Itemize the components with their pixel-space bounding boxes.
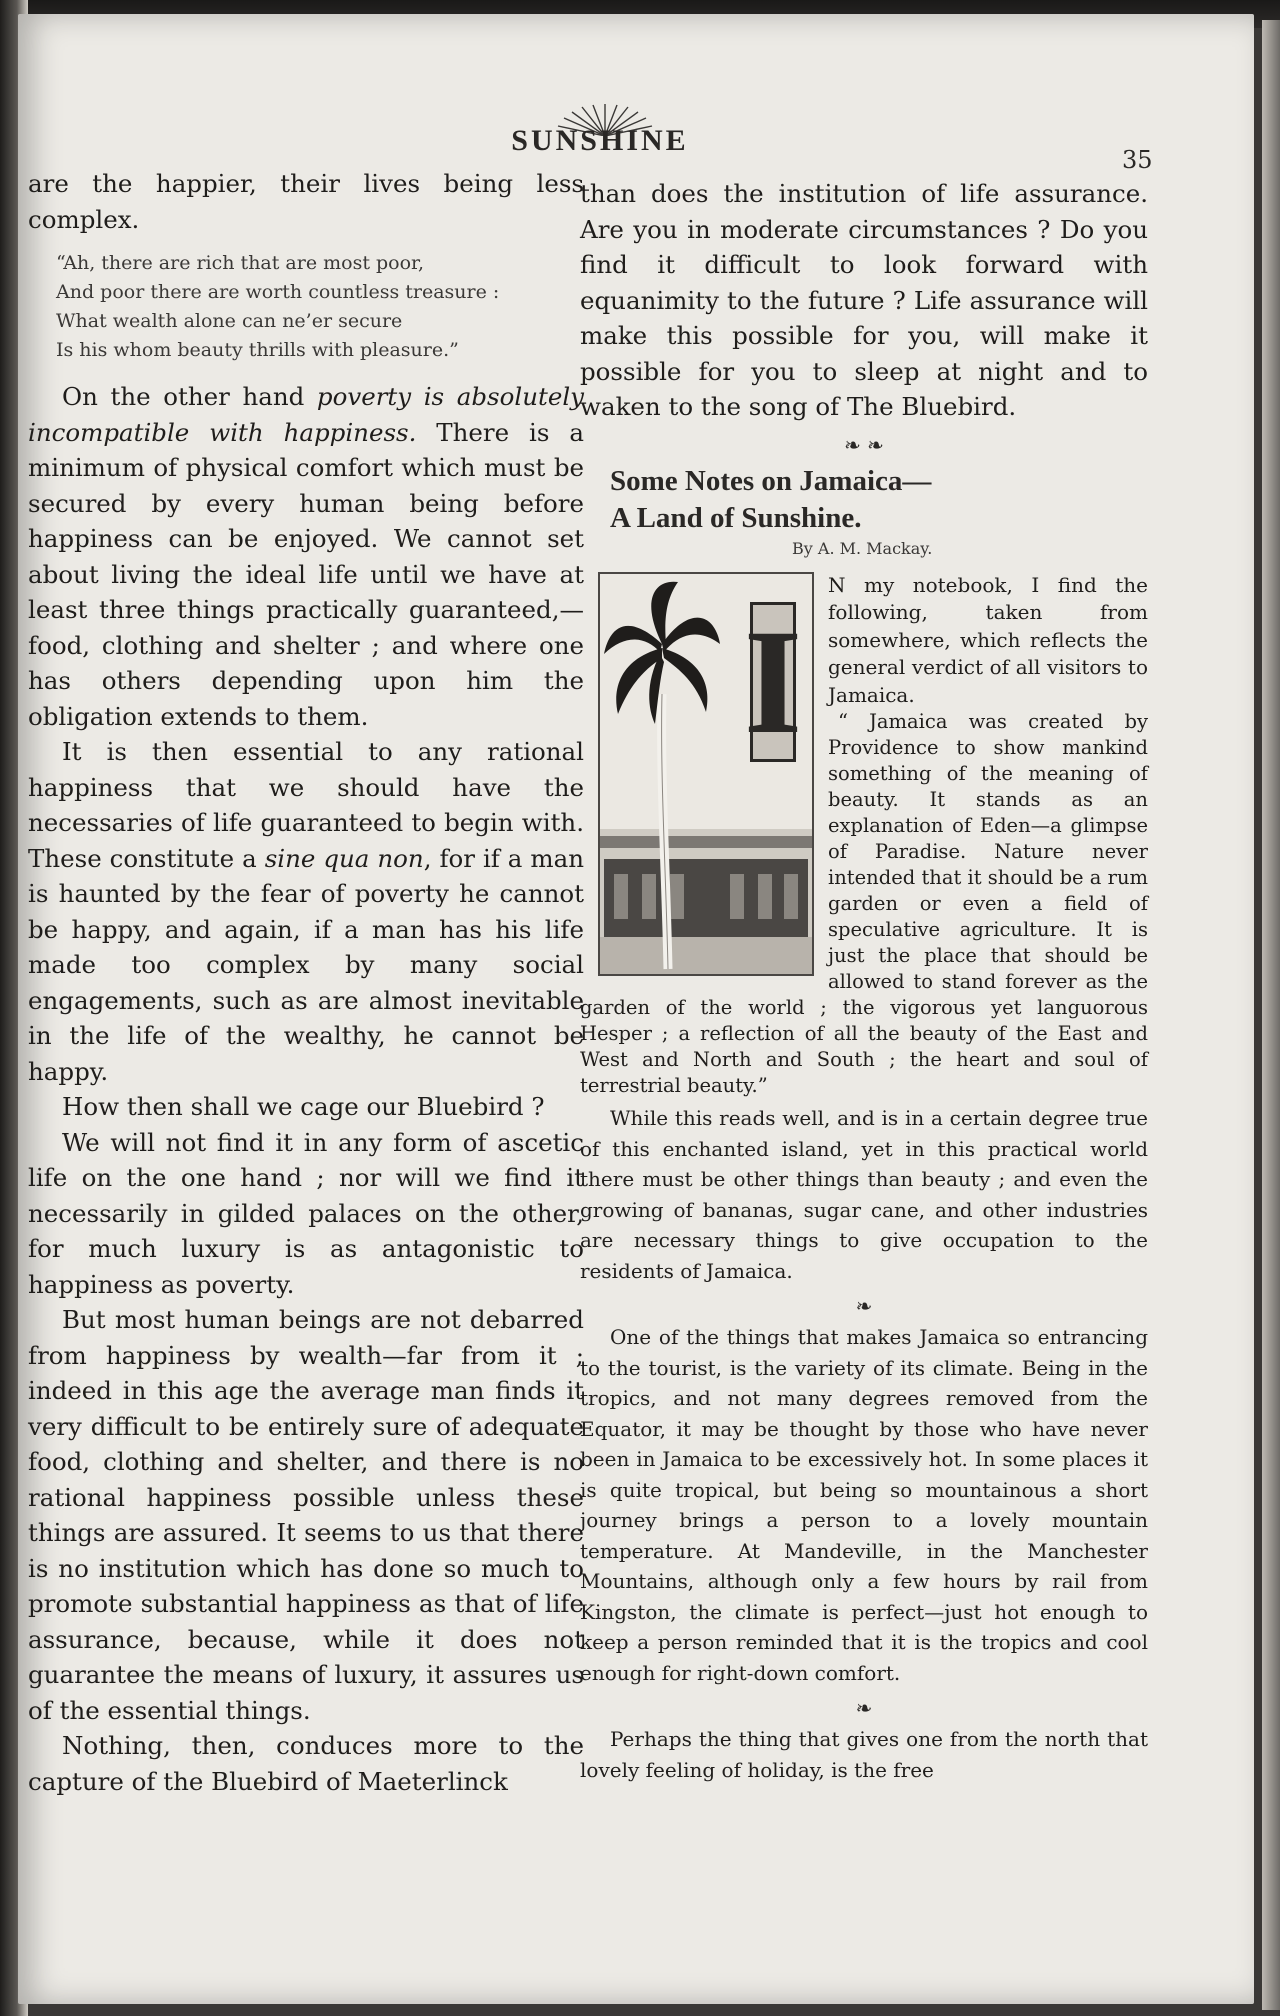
poem-line: Is his whom beauty thrills with pleasure.” (56, 339, 459, 361)
left-paragraph-1: are the happier, their lives being less complex. (28, 169, 584, 234)
left-paragraph-3: It is then essential to any rational happiness that we should have the necessaries of life guaranteed to begin with. These constitute a sine qua non, for if a man is haunted by the fear of poverty he cannot be happy, and again, if a man has his life made too complex by many social engagements, such as are almost inevitable in the life of the wealthy, he cannot be happy. (28, 737, 584, 1086)
drop-cap-box (743, 598, 803, 765)
left-paragraph-2: On the other hand poverty is absolutely incompatible with happiness. There is a minimum of physical comfort which must be secured by every human being before happiness can be enjoyed. We cannot set about living the ideal life until we have at least three things practically guaranteed,—food, clothing and shelter ; and where one has others depending upon him the obligation extends to them. (28, 382, 584, 731)
palm-tree-illustration (598, 572, 814, 976)
left-paragraph-4: How then shall we cage our Bluebird ? (62, 1092, 545, 1121)
masthead (510, 104, 690, 164)
right-column (580, 176, 1148, 1785)
left-paragraph-5: We will not find it in any form of ascetic life on the one hand ; nor will we find it necessarily in gilded palaces on the other, for much luxury is as antagonistic to happiness as poverty. (28, 1127, 584, 1299)
article-headline: Some Notes on Jamaica— A Land of Sunshine. (610, 464, 932, 534)
poem-line: What wealth alone can ne’er secure (56, 310, 403, 332)
ornament-divider: ❧ (855, 1294, 873, 1318)
ornament-divider: ❧ ❧ (844, 432, 884, 457)
emphasis-text: poverty is absolutely incompatible with happiness. (28, 382, 584, 447)
masthead-title: SUNSHINE (511, 124, 689, 157)
left-paragraph-7: Nothing, then, conduces more to the capture of the Bluebird of Maeterlinck (28, 1731, 584, 1796)
left-paragraph-6: But most human beings are not debarred from happiness by wealth—far from it ; indeed in this age the average man finds it very difficult to be entirely sure of adequate food, clothing and shelter, and there is no rational happiness possible unless these things are assured. It seems to us that there is no institution which has done so much to promote substantial happiness as that of life assurance, because, while it does not guarantee the means of luxury, it assures us of the essential things. (28, 1305, 584, 1725)
left-column (28, 166, 584, 1799)
article-intro: N my notebook, I find the following, taken from somewhere, which reflects the general verdict of all visitors to Jamaica. (828, 572, 1148, 707)
poem-quote (56, 249, 584, 365)
article-paragraph-2: One of the things that makes Jamaica so entrancing to the tourist, is the variety of its climate. Being in the tropics, and not many degrees removed from the Equator, it may be thought by those who have never been in Jamaica to be excessively hot. In some places it is quite tropical, but being so mountainous a short journey brings a person to a lovely mountain temperature. At Mandeville, in the Manchester Mountains, although only a few hours by rail from Kingston, the climate is perfect—just hot enough to keep a person reminded that it is the tropics and cool enough for right-down comfort. (580, 1325, 1148, 1685)
emphasis-text: sine qua non (264, 843, 424, 873)
poem-line: “Ah, there are rich that are most poor, (56, 252, 425, 274)
article-quote: “ Jamaica was created by Providence to show mankind something of the meaning of beauty. It stands as an explanation of Eden—a glimpse of Paradise. Nature never intended that it should be a rum garden or even a field of speculative agriculture. It is just the place that should be allowed to stand forever as the garden of the world ; the vigorous yet languorous Hesper ; a reflection of all the beauty of the East and West and North and South ; the heart and soul of terrestrial beauty.” (580, 710, 1148, 1097)
article-body (580, 572, 1148, 1786)
page-number: 35 (1122, 146, 1153, 174)
poem-line: And poor there are worth countless treasure : (56, 281, 500, 303)
article-paragraph-3: Perhaps the thing that gives one from the north that lovely feeling of holiday, is the free (580, 1727, 1148, 1782)
right-paragraph-1: than does the institution of life assurance. Are you in moderate circumstances ? Do you find it difficult to look forward with equanimity to the future ? Life assurance will make this possible for you, will make it possible for you to sleep at night and to waken to the song of The Bluebird. (580, 179, 1148, 421)
ornament-divider: ❧ (855, 1696, 873, 1720)
article-byline: By A. M. Mackay. (792, 538, 933, 558)
drop-cap-letter: I (743, 598, 803, 765)
page-right-edge (1262, 20, 1280, 2010)
article-paragraph-1: While this reads well, and is in a certain degree true of this enchanted island, yet in this practical world there must be other things than beauty ; and even the growing of bananas, sugar cane, and other industries are necessary things to give occupation to the residents of Jamaica. (580, 1106, 1148, 1283)
